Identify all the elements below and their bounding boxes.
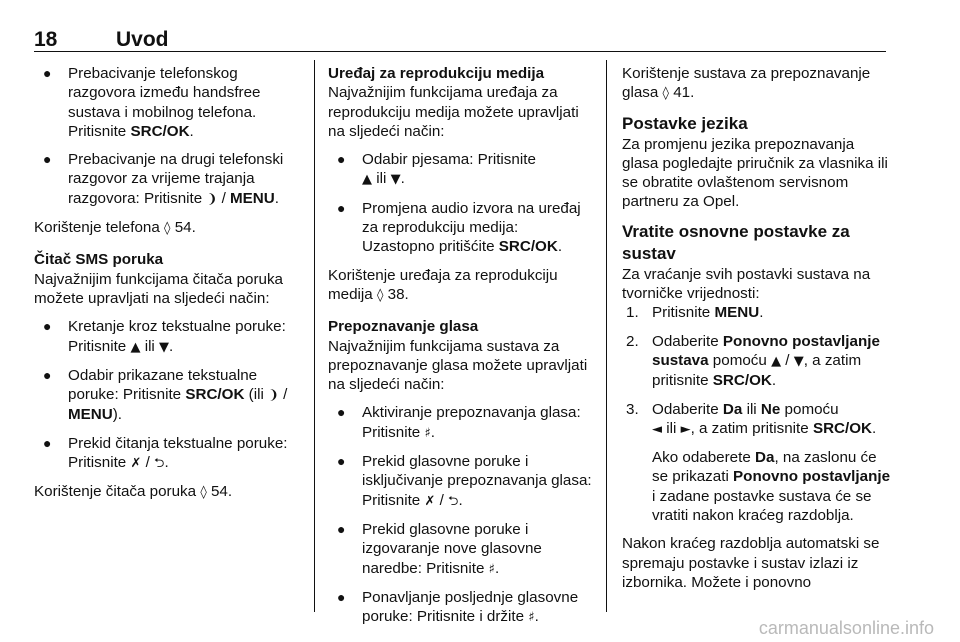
page-ref-icon: ◊ — [376, 287, 384, 303]
page-ref-icon: ◊ — [164, 221, 171, 237]
bullet-icon: ● — [43, 366, 52, 383]
down-arrow-icon: ▼ — [793, 353, 804, 369]
up-arrow-icon: ▲ — [362, 172, 372, 188]
voice-icon: ♯ — [424, 425, 431, 441]
section-heading: Prepoznavanje glasa — [328, 318, 479, 336]
bullet-icon: ● — [43, 318, 52, 335]
column-2 — [328, 64, 594, 636]
right-arrow-icon: ► — [680, 421, 691, 437]
bullet-icon: ● — [43, 151, 52, 168]
back-icon: ⮌ — [154, 456, 165, 472]
step-number: 1. — [626, 304, 639, 322]
section-heading: Vratite osnovne postavke za sustav — [622, 221, 850, 263]
key-label: SRC/OK — [185, 386, 245, 404]
bullet-icon: ● — [43, 65, 52, 81]
list-item: ● Prekid čitanja tekstualne poruke: Pritisnite ✗ / ⮌. — [43, 434, 288, 472]
voice-icon: ♯ — [488, 561, 495, 577]
section-text: Nakon kraćeg razdoblja automatski se spremaju postavke i sustav izlazi iz izbornika. Možete i ponovno — [622, 535, 880, 591]
column-3 — [622, 64, 890, 592]
list-item: ● Prekid glasovne poruke i izgovaranje nove glasovne naredbe: Pritisnite ♯. — [337, 520, 542, 577]
step-continuation: Ako odaberete Da, na zaslonu će se prikazati Ponovno postavljanje i zadane postavke sustava će se vratiti nakon kraćeg razdoblja. — [652, 449, 891, 525]
page-reference: Korištenje sustava za prepoznavanje glasa ◊ 41. — [622, 65, 871, 102]
list-item: ● Prekid glasovne poruke i isključivanje prepoznavanja glasa: Pritisnite ✗ / ⮌. — [337, 453, 592, 509]
section-intro: Najvažnijim funkcijama čitača poruka možete upravljati na sljedeći način: — [34, 270, 284, 307]
step-number: 3. — [626, 400, 639, 418]
bullet-icon: ● — [337, 588, 346, 605]
voice-icon: ♯ — [528, 610, 535, 626]
page-title: Uvod — [116, 28, 169, 51]
key-label: Ponovno postavljanje — [733, 468, 891, 486]
mute-icon: ✗ — [424, 493, 436, 509]
section-intro: Najvažnijim funkcijama uređaja za reprodukciju medija možete upravljati na sljedeći način: — [328, 84, 579, 140]
section-intro: Za vraćanje svih postavki sustava na tvorničke vrijednosti: — [622, 265, 871, 303]
key-label: Da — [755, 449, 775, 467]
bullet-icon: ● — [43, 434, 52, 451]
key-label: SRC/OK — [498, 238, 558, 256]
key-label: SRC/OK — [812, 419, 873, 437]
section-text: Za promjenu jezika prepoznavanja glasa pogledajte priručnik za vlasnika ili se obratite ovlaštenom servisnom partneru za Opel. — [622, 135, 888, 211]
step-number: 2. — [626, 332, 639, 350]
bullet-icon: ● — [337, 404, 346, 421]
page-reference: Korištenje uređaja za reprodukciju medija ◊ 38. — [328, 266, 558, 303]
section-heading: Postavke jezika — [622, 113, 748, 133]
left-arrow-icon: ◄ — [652, 421, 662, 437]
key-label: Da — [722, 400, 743, 418]
bullet-icon: ● — [337, 453, 346, 470]
up-arrow-icon: ▲ — [130, 339, 141, 355]
page-number: 18 — [34, 28, 58, 51]
key-label: Ponovno postavljanje sustava — [652, 332, 880, 369]
bullet-icon: ● — [337, 520, 346, 537]
key-label: MENU — [714, 304, 760, 322]
list-item: ● Promjena audio izvora na uređaj za reprodukciju medija: Uzastopno pritišćite SRC/OK. — [337, 199, 581, 256]
numbered-step: 3. Odaberite Da ili Ne pomoću ◄ ili ►, a zatim pritisnite SRC/OK. Ako odaberete Da, na zaslonu će se prikazati Ponovno postavljanje i zadane postavke sustava će se vratiti nakon kraćeg razdoblja. — [626, 400, 891, 525]
list-item: ● Prebacivanje telefonskog razgovora između handsfree sustava i mobilnog telefona. Pritisnite SRC/OK. — [43, 65, 261, 140]
page-reference: Korištenje čitača poruka ◊ 54. — [34, 483, 233, 501]
phone-end-icon: ❩ — [206, 191, 218, 207]
list-item: ● Ponavljanje posljednje glasovne poruke: Pritisnite i držite ♯. — [337, 588, 579, 626]
section-heading: Čitač SMS poruka — [34, 251, 164, 269]
key-label: Ne — [760, 400, 781, 418]
section-intro: Najvažnijim funkcijama sustava za prepoznavanje glasa možete upravljati na sljedeći način: — [328, 337, 588, 394]
down-arrow-icon: ▼ — [159, 339, 170, 355]
key-label: SRC/OK — [712, 372, 772, 390]
list-item: ● Odabir prikazane tekstualne poruke: Pritisnite SRC/OK (ili ❩ / MENU). — [43, 366, 288, 424]
list-item: ● Odabir pjesama: Pritisnite ▲ ili ▼. — [337, 151, 536, 188]
section-heading: Uređaj za reprodukciju medija — [328, 65, 545, 82]
column-divider-2 — [606, 60, 607, 612]
key-label: MENU — [68, 406, 113, 424]
bullet-icon: ● — [337, 151, 346, 168]
column-1 — [34, 64, 302, 512]
bullet-icon: ● — [337, 199, 346, 216]
phone-end-icon: ❩ — [268, 388, 279, 404]
up-arrow-icon: ▲ — [771, 353, 782, 369]
numbered-step: 2. Odaberite Ponovno postavljanje sustava pomoću ▲ / ▼, a zatim pritisnite SRC/OK. — [626, 332, 880, 390]
page-header — [34, 26, 886, 52]
column-divider-1 — [314, 60, 315, 612]
page-ref-icon: ◊ — [200, 485, 207, 501]
watermark: carmanualsonline.info — [758, 618, 934, 638]
header-rule — [34, 51, 886, 52]
mute-icon: ✗ — [130, 456, 142, 472]
key-label: MENU — [230, 189, 275, 207]
list-item: ● Aktiviranje prepoznavanja glasa: Pritisnite ♯. — [337, 404, 581, 441]
page-ref-icon: ◊ — [662, 86, 669, 102]
back-icon: ⮌ — [448, 493, 459, 509]
page-reference: Korištenje telefona ◊ 54. — [34, 219, 196, 237]
list-item: ● Prebacivanje na drugi telefonski razgovor za vrijeme trajanja razgovora: Pritisnite ❩ / MENU. — [43, 151, 284, 207]
list-item: ● Kretanje kroz tekstualne poruke: Pritisnite ▲ ili ▼. — [43, 318, 286, 355]
numbered-step: 1. Pritisnite MENU. — [626, 304, 764, 322]
down-arrow-icon: ▼ — [390, 172, 401, 188]
key-label: SRC/OK — [130, 122, 190, 140]
